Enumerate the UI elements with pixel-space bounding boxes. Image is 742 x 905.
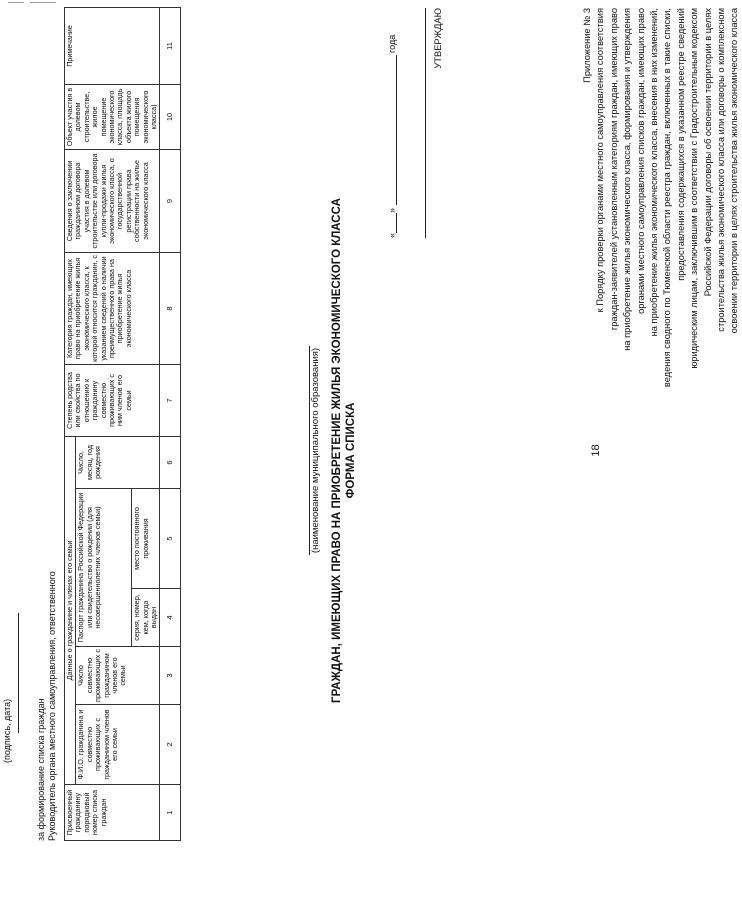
header-birth-date: Число, месяц, год рождения xyxy=(76,436,160,488)
column-number-cell: 11 xyxy=(160,7,181,84)
approver-signature-line xyxy=(416,8,426,238)
footer-line-2: за формирование списка граждан xyxy=(36,698,46,841)
column-number-cell: 2 xyxy=(160,705,181,785)
header-passport-issued: серия, номер, кем, когда выдан xyxy=(132,589,160,647)
column-number-row xyxy=(160,7,181,840)
header-kinship: Степень родства или свойства по отношению к гражданину совместно проживающих с ним членов его семьи xyxy=(65,364,160,436)
column-number-cell: 5 xyxy=(160,489,181,589)
column-number-cell: 3 xyxy=(160,647,181,705)
citizens-list-table xyxy=(64,7,181,841)
appendix-line: Российской Федерации договоры об освоении территории в целях xyxy=(702,8,713,297)
date-quote-open: « xyxy=(387,232,397,238)
date-year-suffix: года xyxy=(387,34,397,53)
appendix-heading xyxy=(581,8,742,608)
appendix-line: Приложение № 3 xyxy=(582,8,592,83)
appendix-line: на приобретение жилья экономического класса, внесения в них изменений, xyxy=(649,8,660,337)
header-note: Примечание xyxy=(65,7,160,84)
header-family-data-group: Данные о гражданине и членах его семьи xyxy=(65,436,76,784)
header-contract-info: Сведения о заключении гражданином договора участия в долевом строительстве или договора купли-продажи жилья экономического класса, о государственной регистрации права собственности на жилье экономического класса xyxy=(65,149,160,252)
header-residence: место постоянного проживания xyxy=(132,489,160,589)
appendix-line: ведения сводного по Тюменской области реестра граждан, включенных в такие списки, xyxy=(662,8,673,388)
appendix-line: на приобретение жилья экономического класса, формирования и утверждения xyxy=(622,8,633,351)
form-title: ФОРМА СПИСКА xyxy=(345,402,357,499)
appendix-line: граждан-заявителей установленным категориям граждан, имеющих право xyxy=(608,8,619,331)
header-category: Категория граждан, имеющих право на приобретение жилья экономического класса, к которой относится гражданин, с указанием сведений о наличии преимущественного права на приобретение жилья экономического класса xyxy=(65,252,160,364)
approval-date-line xyxy=(387,8,399,238)
scan-header-marks xyxy=(8,0,68,8)
column-number-cell: 7 xyxy=(160,364,181,436)
footer-line-1: Руководитель органа местного самоуправления, ответственного xyxy=(47,571,57,841)
column-number-cell: 6 xyxy=(160,436,181,488)
footer-signature-caption: (подпись, дата) xyxy=(2,698,12,763)
approve-label: УТВЕРЖДАЮ xyxy=(433,8,443,69)
column-number-cell: 8 xyxy=(160,252,181,364)
column-number-cell: 4 xyxy=(160,589,181,647)
appendix-line: предоставления содержащихся в указанном реестре сведений xyxy=(675,8,686,281)
appendix-line: строительства жилья экономического класса или договоры о комплексном xyxy=(716,8,727,332)
header-col-serial-number: Присвоенный гражданину порядковый номер списка граждан xyxy=(65,785,160,841)
column-number-cell: 1 xyxy=(160,785,181,841)
form-subtitle: ГРАЖДАН, ИМЕЮЩИХ ПРАВО НА ПРИОБРЕТЕНИЕ ЖИЛЬЯ ЭКОНОМИЧЕСКОГО КЛАССА xyxy=(331,198,343,703)
rotated-document-page xyxy=(0,8,740,893)
column-number-cell: 10 xyxy=(160,84,181,149)
header-full-name: Ф.И.О. гражданина и совместно проживающих с гражданином членов его семьи xyxy=(76,705,160,785)
column-number-cell: 9 xyxy=(160,149,181,252)
municipality-caption: (наименование муниципального образования) xyxy=(310,347,321,554)
footer-signature-line xyxy=(18,613,19,733)
header-passport-group: Паспорт гражданина Российской Федерации или свидетельство о рождении (для несовершеннолетних членов семьи) xyxy=(76,489,132,647)
appendix-line: юридическим лицам, заключившим в соответствии с Градостроительным кодексом xyxy=(689,8,700,369)
appendix-line: освоении территории в целях строительства жилья экономического класса xyxy=(729,8,740,334)
header-object: Объект участия в долевом строительстве, жилое помещение экономического класса, площадь объекта жилого помещения экономического класса) xyxy=(65,84,160,149)
date-quote-close: » xyxy=(387,207,397,213)
page-number: 18 xyxy=(590,444,602,457)
header-family-count: Число совместно проживающих с гражданином членов его семьи xyxy=(76,647,160,705)
appendix-line: органами местного самоуправления списков граждан, имеющих право xyxy=(635,8,646,314)
appendix-line: к Порядку проверки органами местного самоуправления соответствия xyxy=(595,8,606,313)
